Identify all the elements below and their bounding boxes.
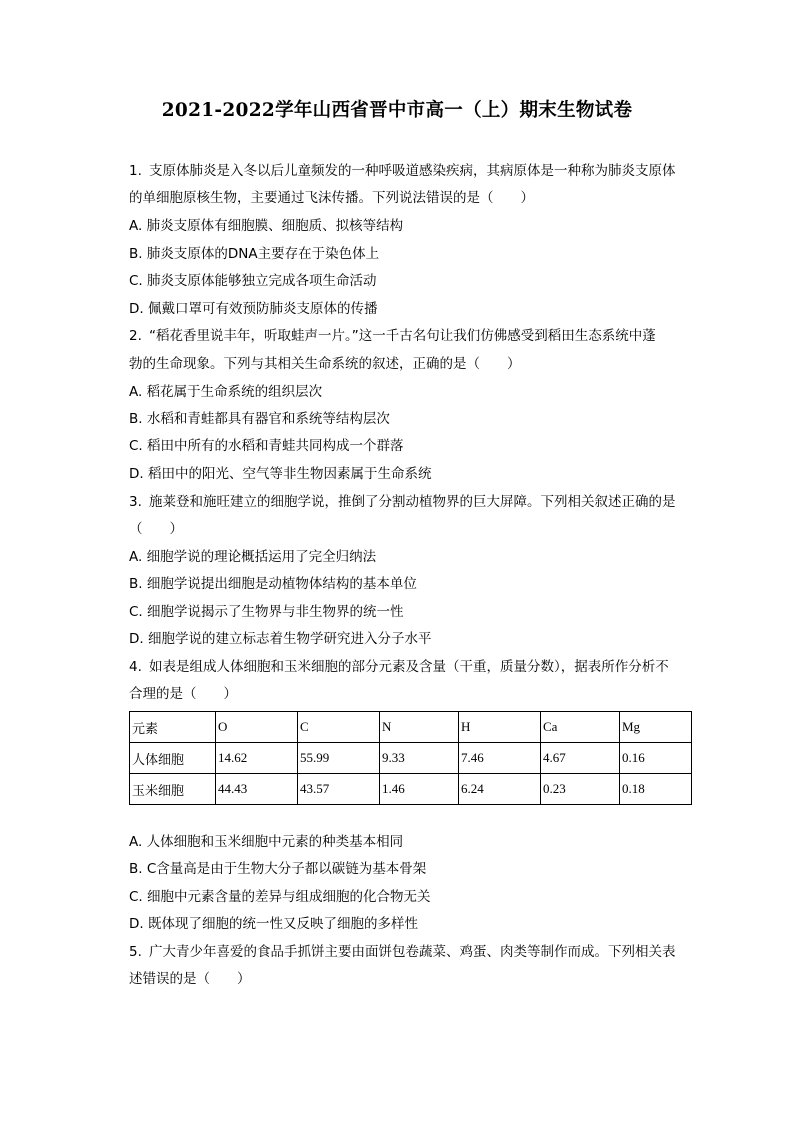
table-header-cell: Mg: [620, 712, 692, 743]
question-2-line-1: 2. “稻花香里说丰年，听取蛙声一片。”这一千古名句让我们仿佛感受到稻田生态系统中蓬: [129, 328, 656, 344]
question-2-option-b: B. 水稻和青蛙都具有器官和系统等结构层次: [129, 411, 390, 427]
table-header-cell: O: [216, 712, 298, 743]
question-3-line-1: 3. 施莱登和施旺建立的细胞学说，推倒了分割动植物界的巨大屏障。下列相关叙述正确的是: [129, 494, 676, 510]
table-header-cell: H: [459, 712, 541, 743]
question-4-option-a: A. 人体细胞和玉米细胞中元素的种类基本相同: [129, 834, 404, 850]
table-cell: 玉米细胞: [130, 774, 216, 805]
question-4-line-1: 4. 如表是组成人体细胞和玉米细胞的部分元素及含量（干重，质量分数），据表所作分析不: [129, 659, 669, 675]
question-3-option-a: A. 细胞学说的理论概括运用了完全归纳法: [129, 549, 377, 565]
question-3-line-2: （ ）: [129, 521, 183, 537]
question-3-option-b: B. 细胞学说提出细胞是动植物体结构的基本单位: [129, 576, 417, 592]
question-1-option-d: D. 佩戴口罩可有效预防肺炎支原体的传播: [129, 301, 378, 317]
question-3-option-d: D. 细胞学说的建立标志着生物学研究进入分子水平: [129, 631, 432, 647]
question-3-option-c: C. 细胞学说揭示了生物界与非生物界的统一性: [129, 604, 404, 620]
question-2-option-c: C. 稻田中所有的水稻和青蛙共同构成一个群落: [129, 438, 404, 454]
question-4-line-2: 合理的是（ ）: [129, 686, 237, 702]
table-cell: 6.24: [459, 774, 541, 805]
table-row: [130, 743, 692, 774]
table-cell: 0.23: [541, 774, 620, 805]
question-1-option-a: A. 肺炎支原体有细胞膜、细胞质、拟核等结构: [129, 218, 404, 234]
page-title: 2021-2022学年山西省晋中市高一（上）期末生物试卷: [161, 100, 633, 121]
table-cell: 55.99: [298, 743, 380, 774]
table-cell: 0.18: [620, 774, 692, 805]
table-cell: 43.57: [298, 774, 380, 805]
question-2-line-2: 勃的生命现象。下列与其相关生命系统的叙述，正确的是（ ）: [129, 356, 521, 372]
table-cell: 7.46: [459, 743, 541, 774]
question-2-option-d: D. 稻田中的阳光、空气等非生物因素属于生命系统: [129, 466, 432, 482]
question-4-option-c: C. 细胞中元素含量的差异与组成细胞的化合物无关: [129, 889, 431, 905]
question-2-option-a: A. 稻花属于生命系统的组织层次: [129, 384, 323, 400]
table-header-cell: C: [298, 712, 380, 743]
table-cell: 44.43: [216, 774, 298, 805]
question-1-option-b: B. 肺炎支原体的DNA主要存在于染色体上: [129, 246, 380, 262]
question-5-line-1: 5. 广大青少年喜爱的食品手抓饼主要由面饼包卷蔬菜、鸡蛋、肉类等制作而成。下列相关表: [129, 944, 676, 960]
table-cell: 0.16: [620, 743, 692, 774]
table-cell: 1.46: [380, 774, 459, 805]
table-cell: 9.33: [380, 743, 459, 774]
question-2-number: 2.: [129, 328, 142, 344]
question-1-number: 1.: [129, 163, 142, 179]
element-content-table: [129, 711, 692, 805]
table-header-cell: N: [380, 712, 459, 743]
table-cell: 人体细胞: [130, 743, 216, 774]
question-3-number: 3.: [129, 494, 142, 510]
question-5-number: 5.: [129, 944, 142, 960]
table-cell: 14.62: [216, 743, 298, 774]
table-header-cell: Ca: [541, 712, 620, 743]
table-row: [130, 774, 692, 805]
question-4-option-b: B. C含量高是由于生物大分子都以碳链为基本骨架: [129, 861, 427, 877]
table-cell: 4.67: [541, 743, 620, 774]
table-header-row: [130, 712, 692, 743]
question-4-option-d: D. 既体现了细胞的统一性又反映了细胞的多样性: [129, 916, 418, 932]
question-4-number: 4.: [129, 659, 142, 675]
question-5-line-2: 述错误的是（ ）: [129, 971, 251, 987]
question-1-line-1: 1. 支原体肺炎是入冬以后儿童频发的一种呼吸道感染疾病，其病原体是一种称为肺炎支原体: [129, 163, 676, 179]
question-1-option-c: C. 肺炎支原体能够独立完成各项生命活动: [129, 273, 377, 289]
table-header-cell: 元素: [130, 712, 216, 743]
question-1-line-2: 的单细胞原核生物，主要通过飞沫传播。下列说法错误的是（ ）: [129, 190, 534, 206]
